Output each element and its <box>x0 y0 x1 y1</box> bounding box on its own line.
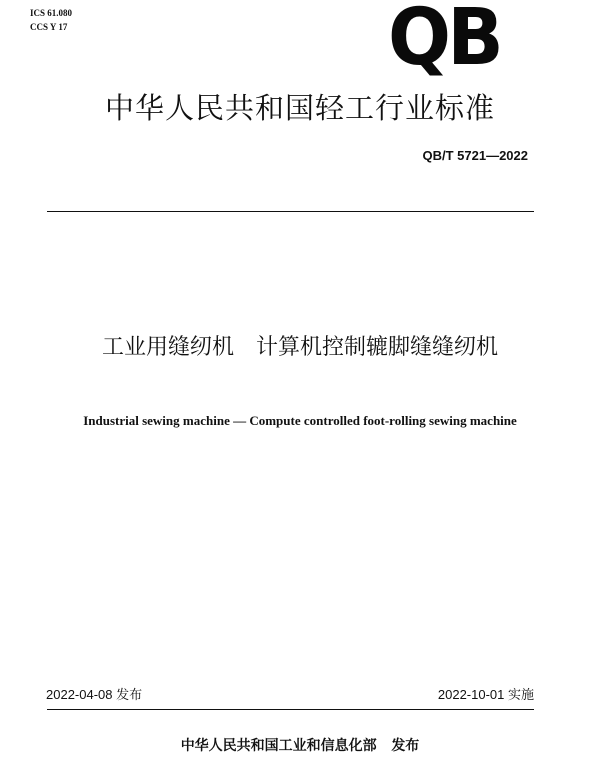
classification-codes <box>30 6 72 34</box>
publisher-name: 中华人民共和国工业和信息化部 <box>180 738 377 754</box>
standard-number: QB/T 5721—2022 <box>422 148 528 163</box>
ics-code: ICS 61.080 <box>30 8 73 18</box>
publish-date: 2022-04-08 发布 <box>46 687 143 702</box>
standard-title-english: Industrial sewing machine — Compute controlled foot-rolling sewing machine <box>83 413 517 428</box>
publisher-line <box>0 736 600 756</box>
qb-logo: QB <box>388 0 500 83</box>
bottom-divider <box>47 709 534 710</box>
publisher-action: 发布 <box>391 738 420 754</box>
standard-title-chinese: 工业用缝纫机 计算机控制辘脚缝缝纫机 <box>101 335 498 360</box>
industry-standard-title: 中华人民共和国轻工行业标准 <box>104 91 495 125</box>
ccs-code: CCS Y 17 <box>30 22 68 32</box>
implement-date: 2022-10-01 实施 <box>437 687 534 702</box>
top-divider <box>47 211 534 212</box>
